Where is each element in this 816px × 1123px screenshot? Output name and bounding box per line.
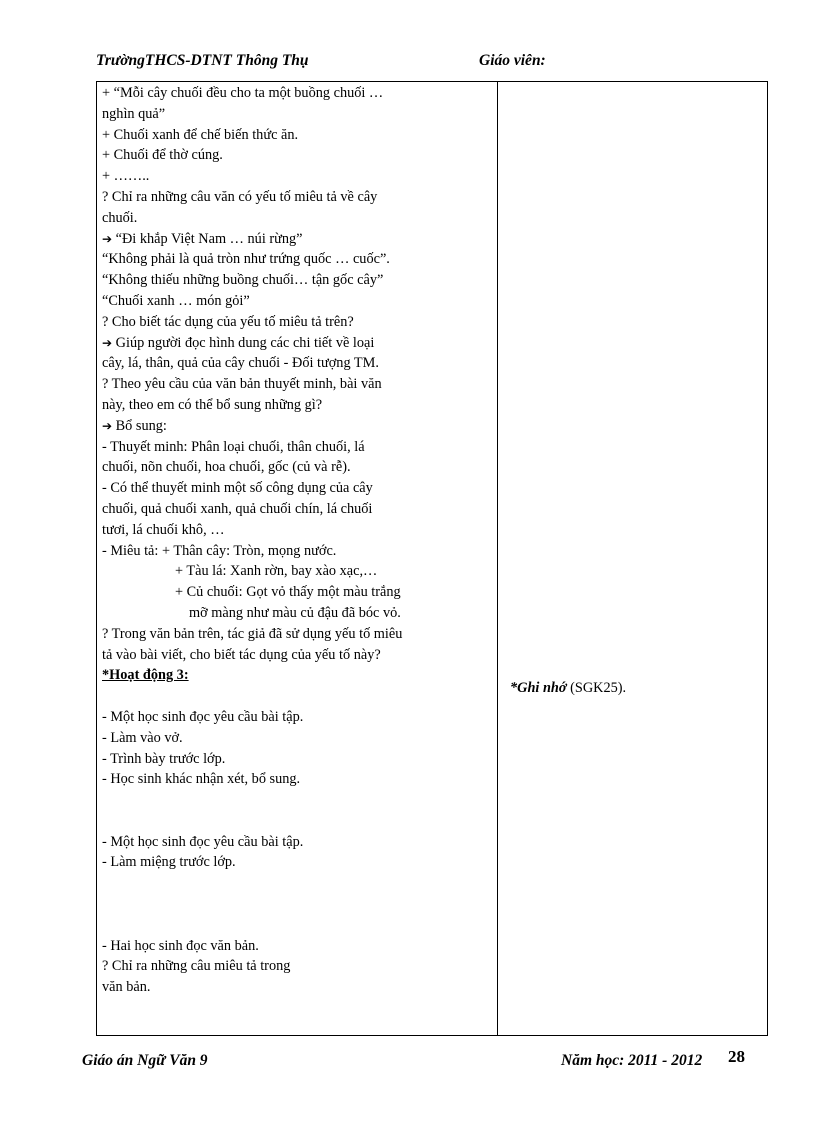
- text-line: + “Mỗi cây chuối đều cho ta một buồng chuối …: [102, 85, 384, 101]
- arrow-line: [102, 416, 494, 437]
- text-line: - Làm miệng trước lớp.: [102, 854, 236, 871]
- ghi-nho-note: [510, 678, 626, 699]
- text-line: ? Cho biết tác dụng của yếu tố miêu tả trên?: [102, 313, 354, 330]
- text-line: nghìn quả”: [102, 105, 166, 122]
- activity-3-heading: *Hoạt động 3:: [102, 667, 189, 684]
- school-year: Năm học: 2011 - 2012: [561, 1052, 703, 1069]
- text-line: ? Trong văn bản trên, tác giả đã sử dụng yếu tố miêu: [102, 625, 403, 642]
- arrow-line: [102, 333, 494, 354]
- page-header: [96, 50, 768, 74]
- right-arrow-icon: ➔: [102, 335, 113, 350]
- text-line: - Trình bày trước lớp.: [102, 750, 226, 767]
- text-line: chuối, quả chuối xanh, quả chuối chín, lá chuối: [102, 500, 373, 517]
- activities-column: [102, 83, 494, 998]
- page-footer: [82, 1046, 768, 1076]
- text-line: “Không thiếu những buồng chuối… tận gốc cây”: [102, 272, 384, 289]
- page-number: 28: [728, 1047, 745, 1066]
- text-line: - Một học sinh đọc yêu cầu bài tập.: [102, 833, 304, 850]
- text-line: + Củ chuối: Gọt vỏ thấy một màu trắng: [175, 584, 401, 601]
- text-line: - Làm vào vở.: [102, 729, 183, 746]
- right-arrow-icon: ➔: [102, 231, 113, 246]
- text-line: - Một học sinh đọc yêu cầu bài tập.: [102, 708, 304, 725]
- text-line: Giúp người đọc hình dung các chi tiết về loại: [115, 334, 375, 351]
- text-line: tươi, lá chuối khô, …: [102, 521, 225, 538]
- ghi-nho-ref: (SGK25).: [566, 680, 627, 696]
- text-line: này, theo em có thể bổ sung những gì?: [102, 396, 323, 413]
- text-line: - Thuyết minh: Phân loại chuối, thân chuối, lá: [102, 438, 365, 455]
- text-line: + Tàu lá: Xanh rờn, bay xào xạc,…: [175, 563, 378, 580]
- text-line: mỡ màng như màu củ đậu đã bóc vỏ.: [189, 604, 401, 621]
- text-line: + Chuối xanh để chế biến thức ăn.: [102, 126, 299, 143]
- school-name: TrườngTHCS-DTNT Thông Thụ: [96, 52, 309, 69]
- text-line: + Chuối để thờ cúng.: [102, 147, 223, 164]
- text-line: chuối, nõn chuối, hoa chuối, gốc (củ và rễ).: [102, 459, 351, 476]
- text-line: Bổ sung:: [115, 417, 167, 434]
- text-line: “Đi khắp Việt Nam … núi rừng”: [115, 230, 303, 247]
- text-line: ? Theo yêu cầu của văn bản thuyết minh, bài văn: [102, 376, 382, 393]
- text-line: “Không phải là quả tròn như trứng quốc … cuốc”.: [102, 251, 390, 268]
- text-line: + ……..: [102, 168, 150, 185]
- text-line: - Miêu tả: + Thân cây: Tròn, mọng nước.: [102, 542, 337, 559]
- column-divider: [497, 82, 498, 1035]
- right-arrow-icon: ➔: [102, 418, 113, 433]
- text-line: - Có thể thuyết minh một số công dụng của cây: [102, 480, 373, 497]
- text-line: văn bản.: [102, 979, 151, 996]
- subject-label: Giáo án Ngữ Văn 9: [82, 1052, 208, 1069]
- text-line: - Hai học sinh đọc văn bản.: [102, 937, 259, 954]
- teacher-label: Giáo viên:: [479, 52, 546, 69]
- text-line: “Chuối xanh … món gỏi”: [102, 292, 250, 309]
- arrow-line: [102, 229, 494, 250]
- text-line: ? Chỉ ra những câu văn có yếu tố miêu tả về cây: [102, 188, 378, 205]
- text-line: cây, lá, thân, quả của cây chuối - Đối tượng TM.: [102, 355, 379, 372]
- text-line: tả vào bài viết, cho biết tác dụng của yếu tố này?: [102, 646, 381, 663]
- text-line: ? Chỉ ra những câu miêu tả trong: [102, 958, 291, 975]
- ghi-nho-label: *Ghi nhớ: [510, 680, 567, 696]
- text-line: - Học sinh khác nhận xét, bổ sung.: [102, 771, 301, 788]
- text-line: chuối.: [102, 209, 138, 226]
- lesson-table: [96, 81, 768, 1036]
